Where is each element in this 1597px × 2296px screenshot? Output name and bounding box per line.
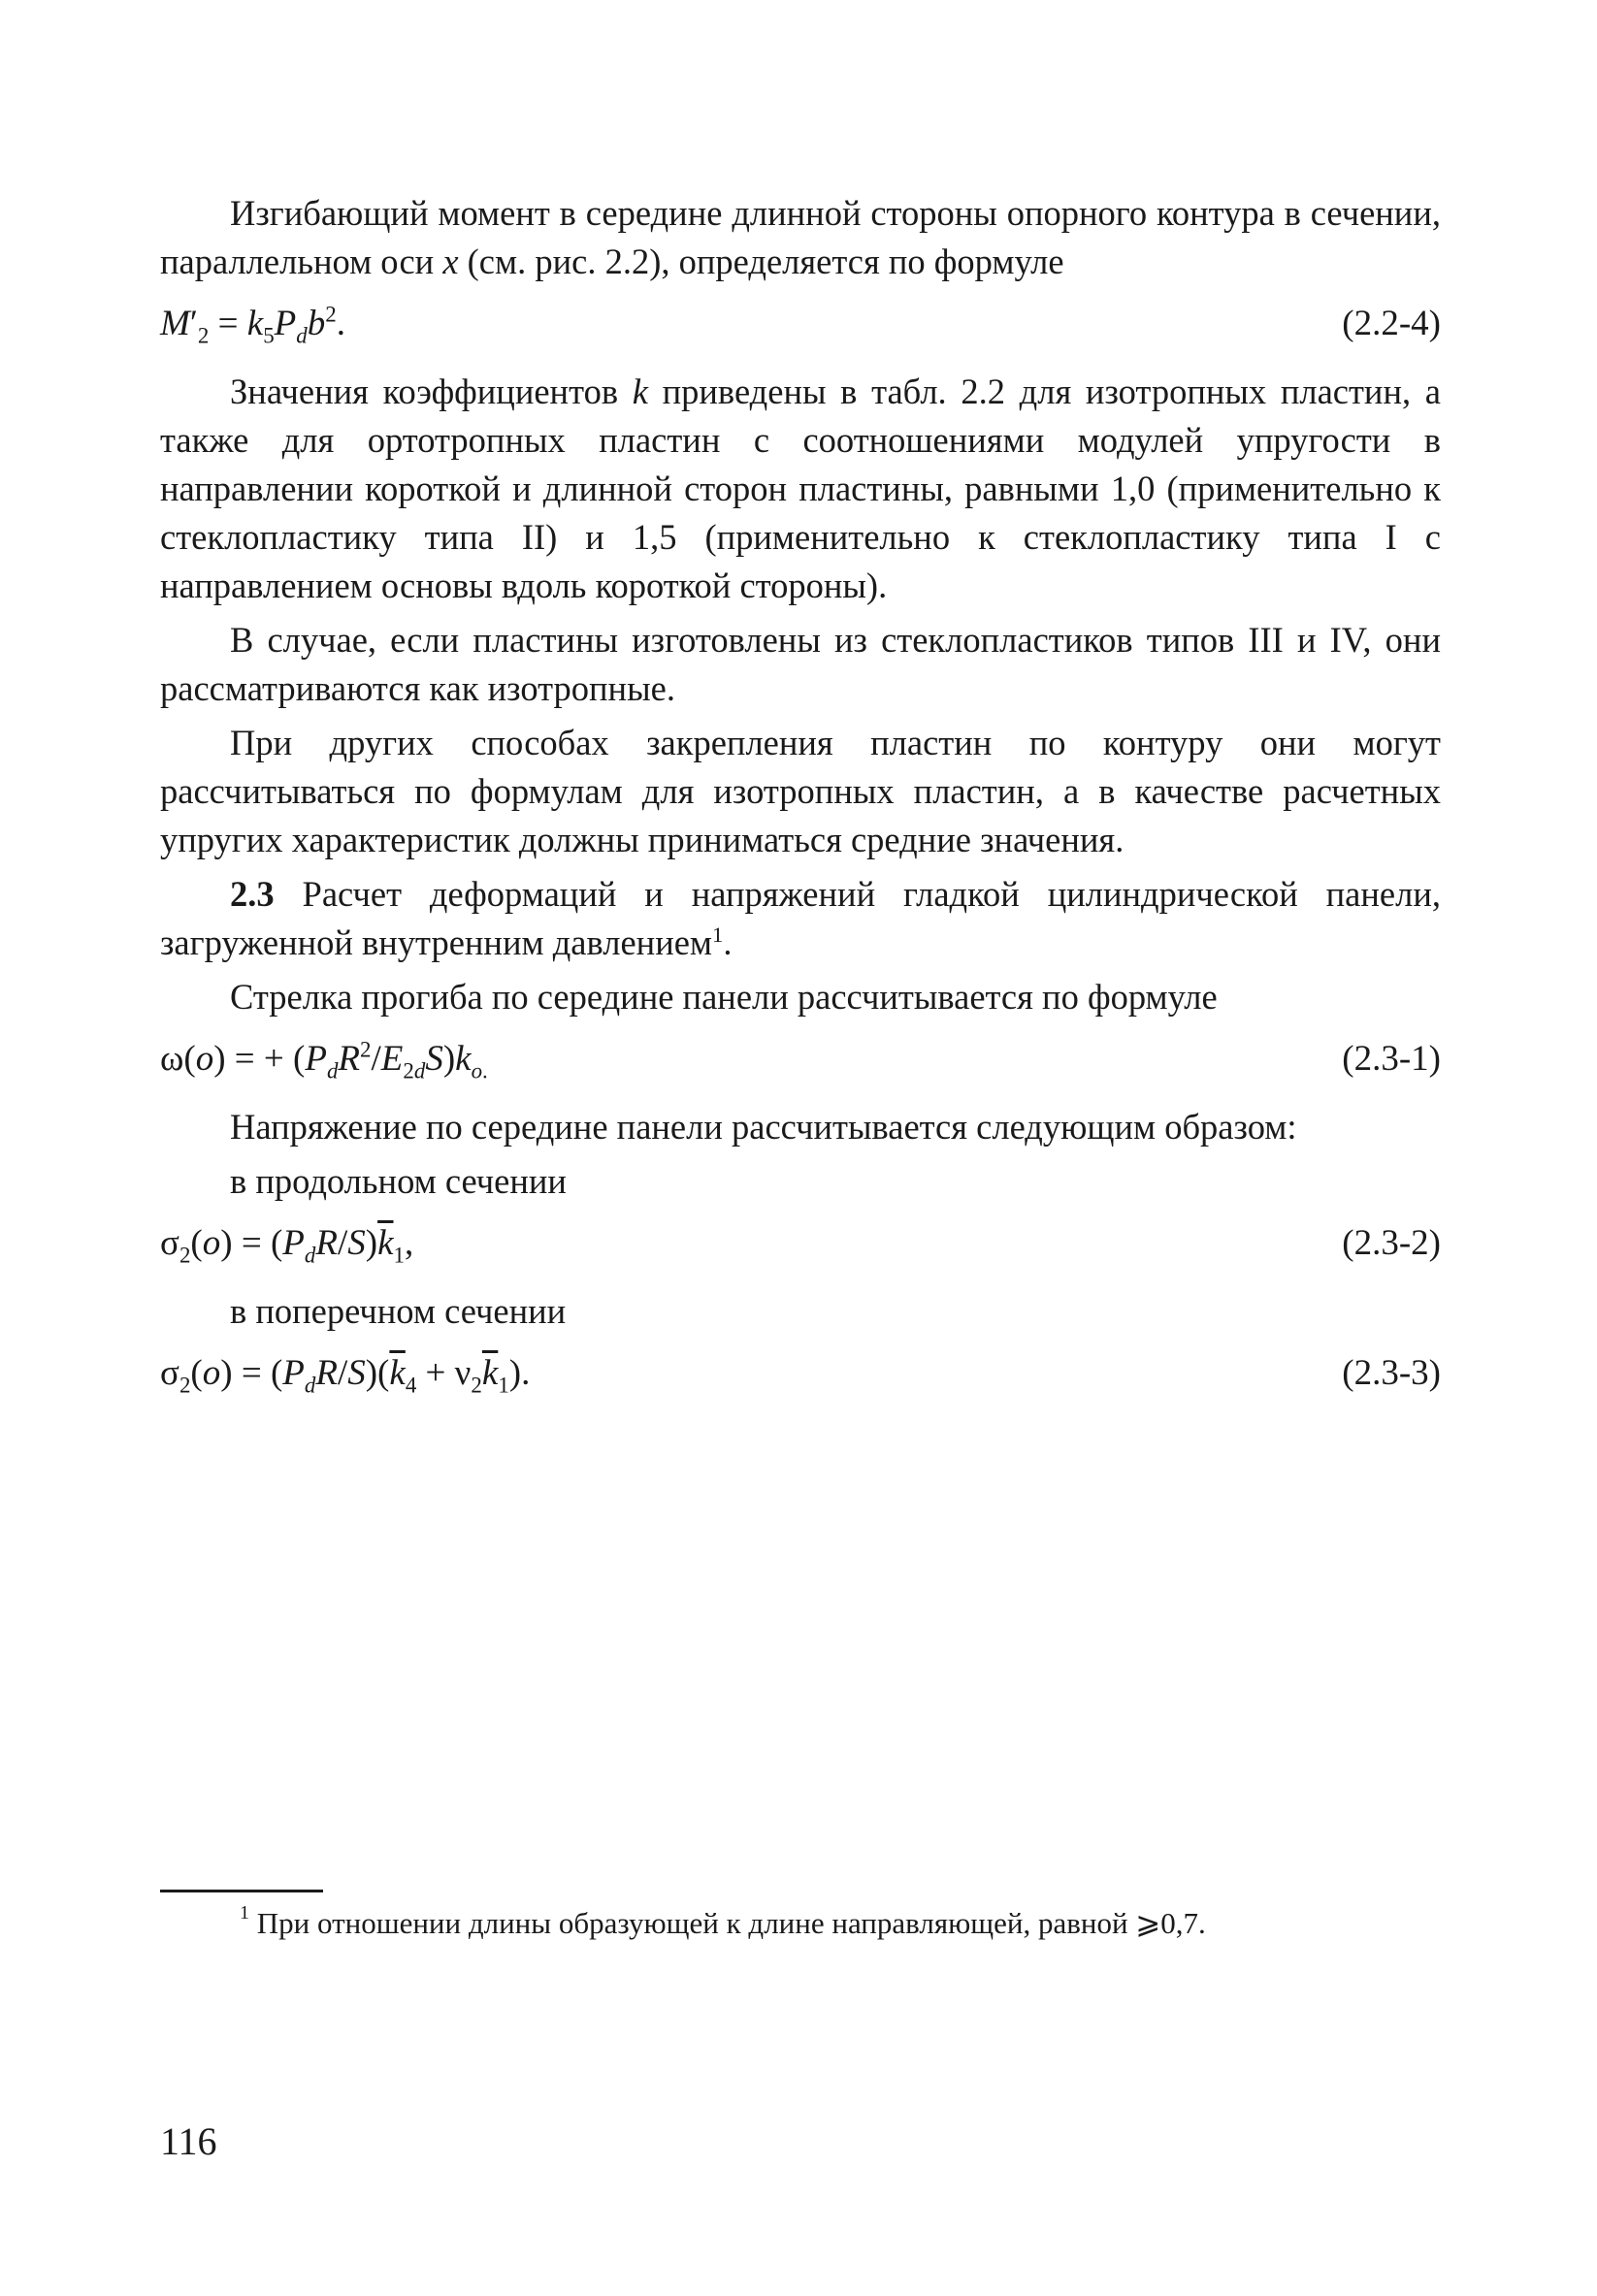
footnote-text: При отношении длины образующей к длине направляющей, равной ⩾0,7. [249,1906,1206,1940]
formula-expression: $M'_2 = k_5P_db^2$. [160,302,345,348]
footnote-reference[interactable]: 1 [712,922,724,947]
page-number: 116 [160,2119,217,2163]
formula-number: (2.3-3) [1342,1353,1441,1393]
formula-number: (2.2-4) [1342,304,1441,343]
footnote [240,1901,1206,1943]
section-heading-2-3: 2.3 Расчет деформаций и напряжений гладкой цилиндрической панели, загруженной внутренним давлением$^1$. [160,874,1441,962]
footnote-divider [160,1890,323,1892]
formula-2-2-4 [160,300,1441,348]
paragraph-deflection: Стрелка прогиба по середине панели рассчитывается по формуле [230,977,1218,1017]
paragraph-longitudinal: в продольном сечении [230,1161,567,1201]
footnote-mark: 1 [240,1901,249,1924]
section-number: 2.3 [230,874,275,914]
formula-expression: $\sigma_2(o) = (P_dR/S)(\overline{k}_4 + \nu_2\overline{k}_1)$. [160,1353,531,1398]
formula-2-3-1 [160,1035,1441,1083]
paragraph-coefficients: Значения коэффициентов k приведены в табл. 2.2 для изотропных пластин, а также для ортотропных пластин с соотношениями модулей упругости в направлении короткой и длинной сторон пластины, равными 1,0 (применительно к стеклопластику типа II) и 1,5 (применительно к стеклопластику типа I с направлением основы вдоль короткой стороны). [160,372,1441,605]
formula-number: (2.3-2) [1342,1223,1441,1263]
formula-number: (2.3-1) [1342,1039,1441,1079]
formula-expression: ω(o) = + $(P_dR^2/E_{2d}S)k_{o.}$ [160,1037,488,1083]
section-title: Расчет деформаций и напряжений гладкой цилиндрической панели, загруженной внутренним давлением [160,874,1441,962]
formula-expression: $\sigma_2(o) = (P_dR/S)\overline{k}_1$, [160,1223,414,1268]
paragraph-other-methods: При других способах закрепления пластин по контуру они могут рассчитываться по формулам для изотропных пластин, а в качестве расчетных упругих характеристик должны приниматься средние значения. [160,723,1441,859]
paragraph-bending-moment: Изгибающий момент в середине длинной стороны опорного контура в сечении, параллельном оси x (см. рис. 2.2), определяется по формуле [160,193,1441,281]
formula-2-3-2 [160,1219,1441,1268]
paragraph-transverse: в поперечном сечении [230,1291,567,1331]
page-body [160,189,1441,1417]
formula-2-3-3 [160,1349,1441,1398]
paragraph-stress: Напряжение по середине панели рассчитывается следующим образом: [230,1107,1297,1147]
paragraph-isotropic: В случае, если пластины изготовлены из стеклопластиков типов III и IV, они рассматриваются как изотропные. [160,620,1441,708]
